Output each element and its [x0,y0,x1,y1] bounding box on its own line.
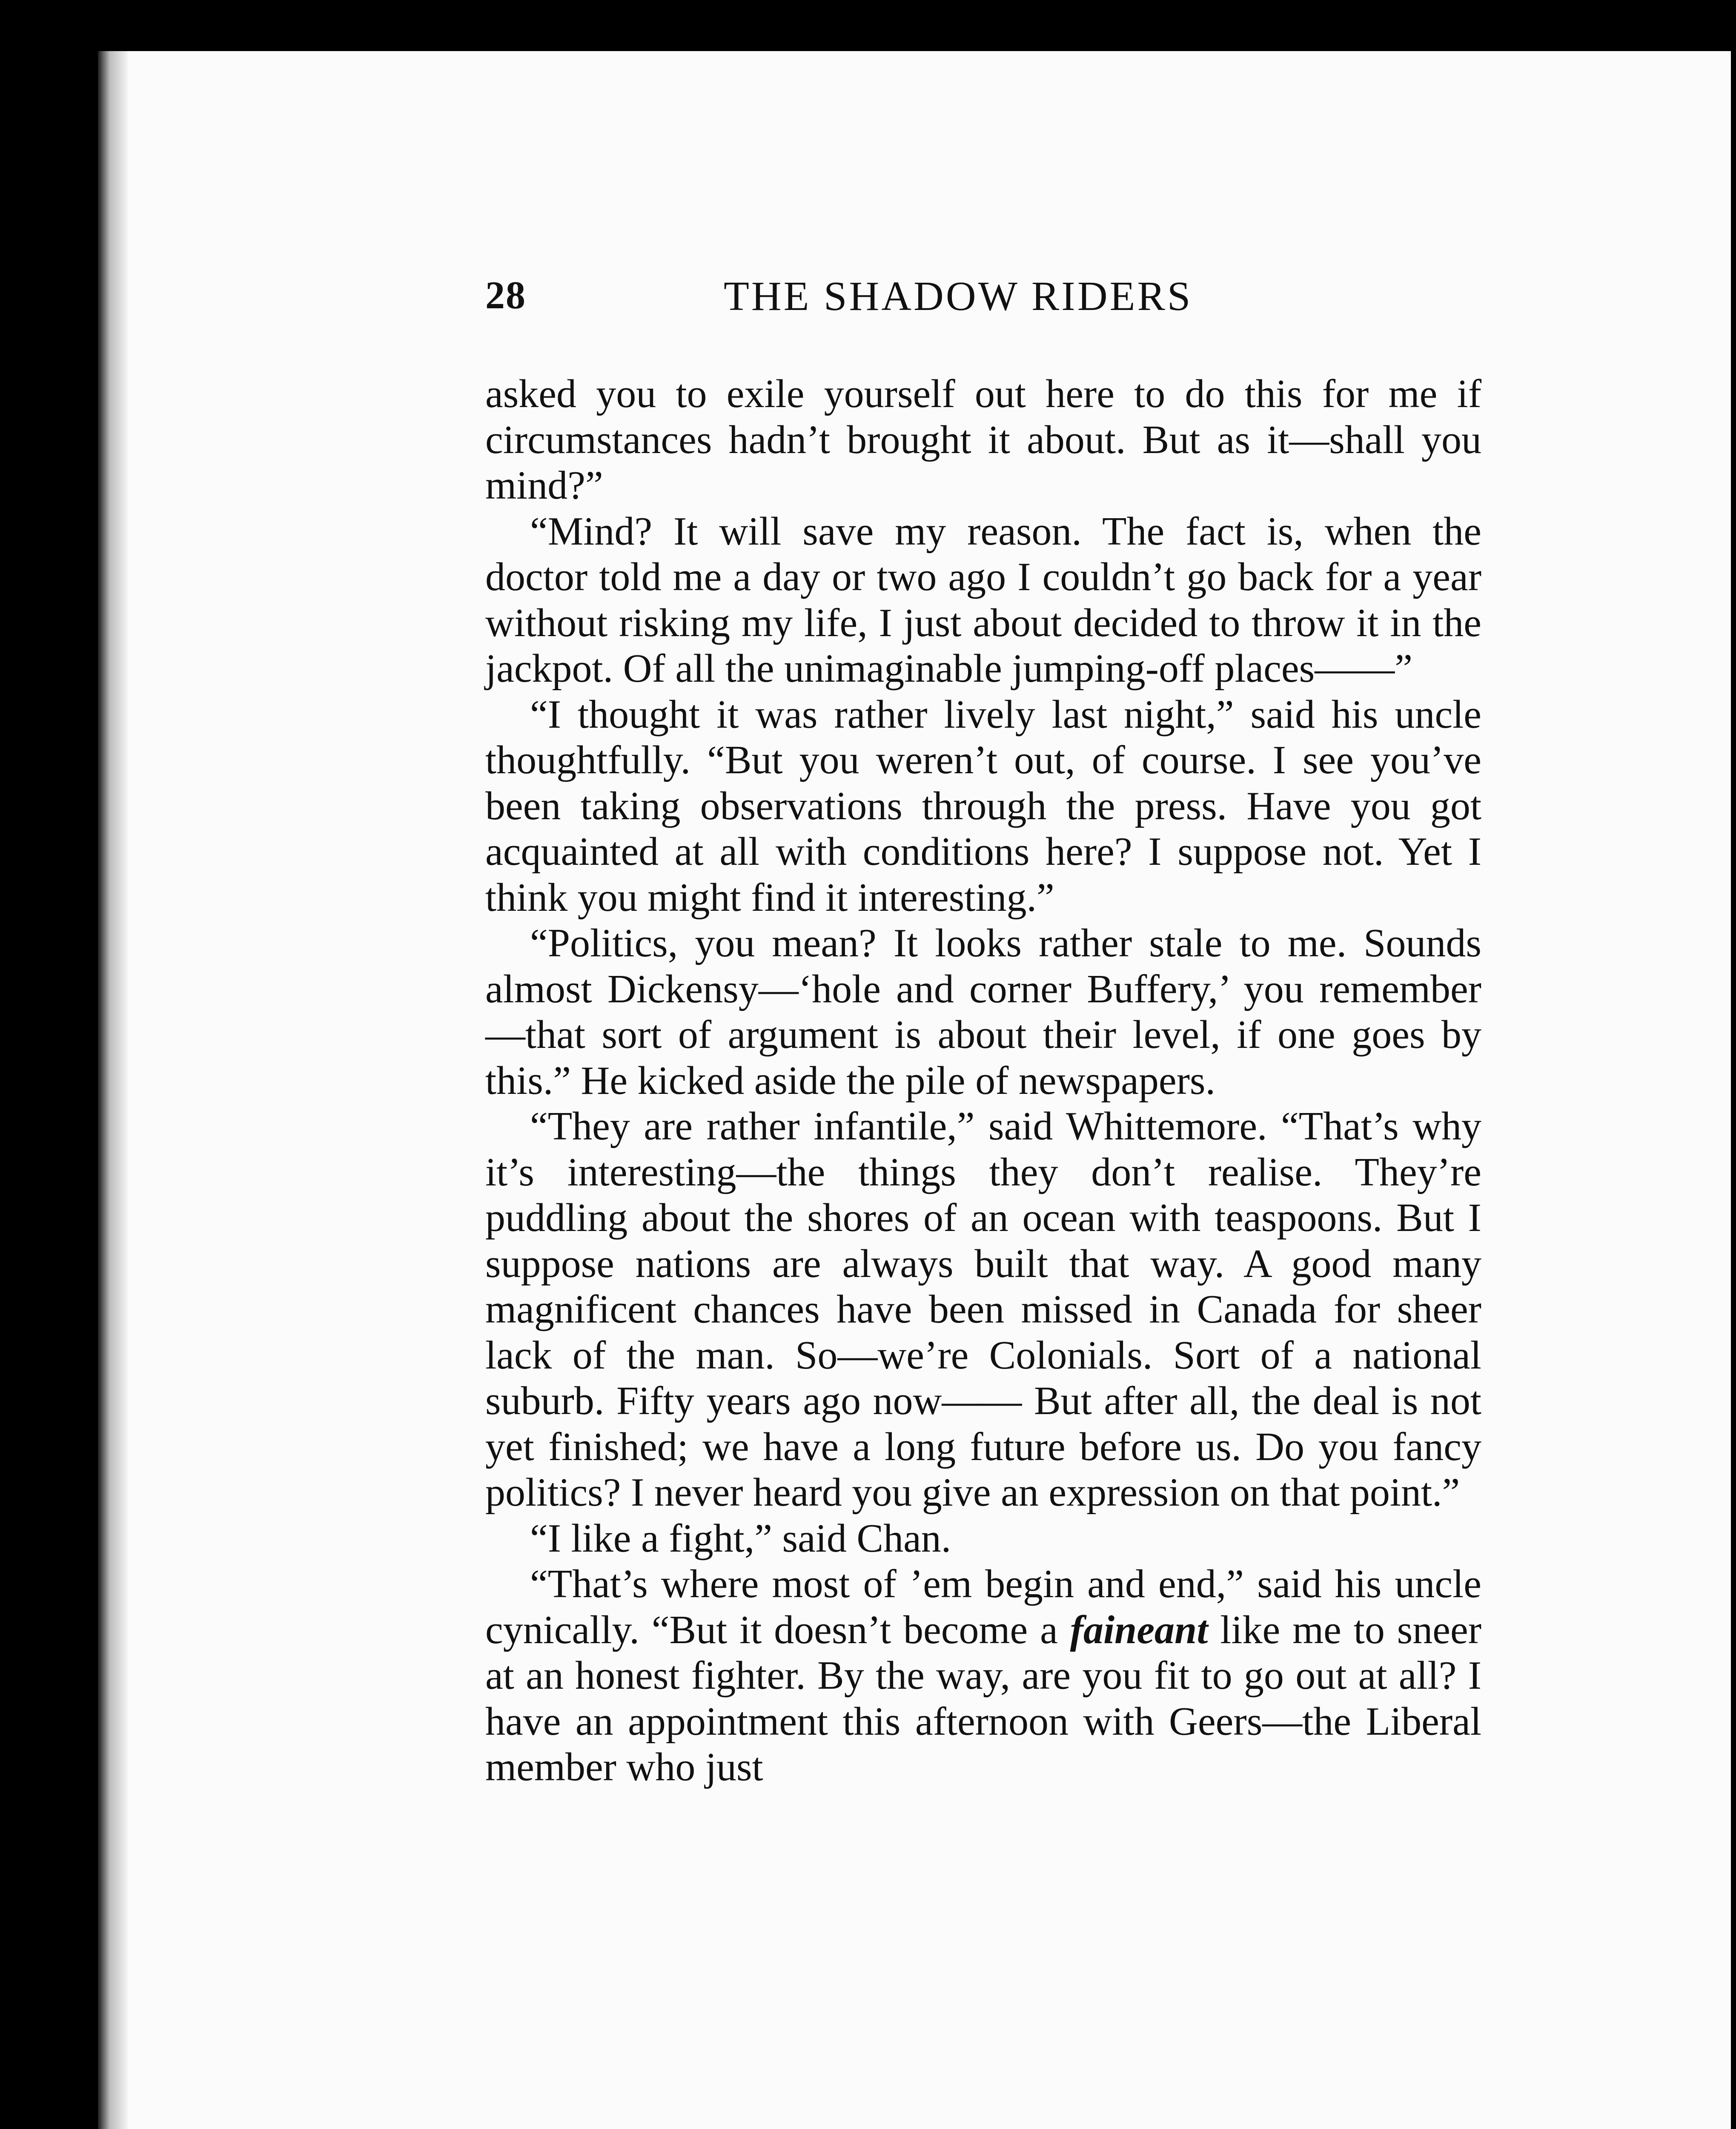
paragraph: “I thought it was rather lively last night,” said his uncle thoughtfully. “But you weren’t out, of course. I see you’ve been taking observations through the press. Have you got acquainted at all with conditions here? I suppose not. Yet I think you might find it interesting.” [485,692,1481,920]
paragraph-continued: asked you to exile yourself out here to do this for me if circumstances hadn’t brought it about. But as it—shall you mind?” [485,372,1481,508]
paragraph-text: “That’s where most of ’em begin and end,” said his uncle cynically. “But it doesn’t become a [485,1562,1481,1652]
paragraph: “I like a fight,” said Chan. [530,1516,951,1561]
page-binding-edge [98,51,128,2129]
paragraph: “They are rather infantile,” said Whittemore. “That’s why it’s interesting—the things they don’t realise. They’re puddling about the shores of an ocean with teaspoons. But I suppose nations are always built that way. A good many magnificent chances have been missed in Canada for sheer lack of the man. So—we’re Colonials. Sort of a national suburb. Fifty years ago now—— But after all, the deal is not yet finished; we have a long future before us. Do you fancy politics? I never heard you give an expression on that point.” [485,1104,1481,1515]
paragraph-text: like me to sneer at an honest fighter. By the way, are you fit to go out at all? I have an appointment this afternoon with Geers—the Liberal member who just [485,1607,1481,1789]
paragraph-last [485,1561,1481,1790]
paragraph: “Politics, you mean? It looks rather stale to me. Sounds almost Dickensy—‘hole and corner Buffery,’ you remember—that sort of argument is about their level, if one goes by this.” He kicked aside the pile of newspapers. [485,921,1481,1103]
paragraph: “Mind? It will save my reason. The fact is, when the doctor told me a day or two ago I couldn’t go back for a year without risking my life, I just about decided to throw it in the jackpot. Of all the unimaginable jumping-off places——” [485,509,1481,691]
page-header [485,273,1481,341]
body-text [485,371,1481,1790]
page-number: 28 [485,273,526,317]
running-title: THE SHADOW RIDERS [724,273,1193,319]
italic-word: faineant [1070,1607,1208,1652]
